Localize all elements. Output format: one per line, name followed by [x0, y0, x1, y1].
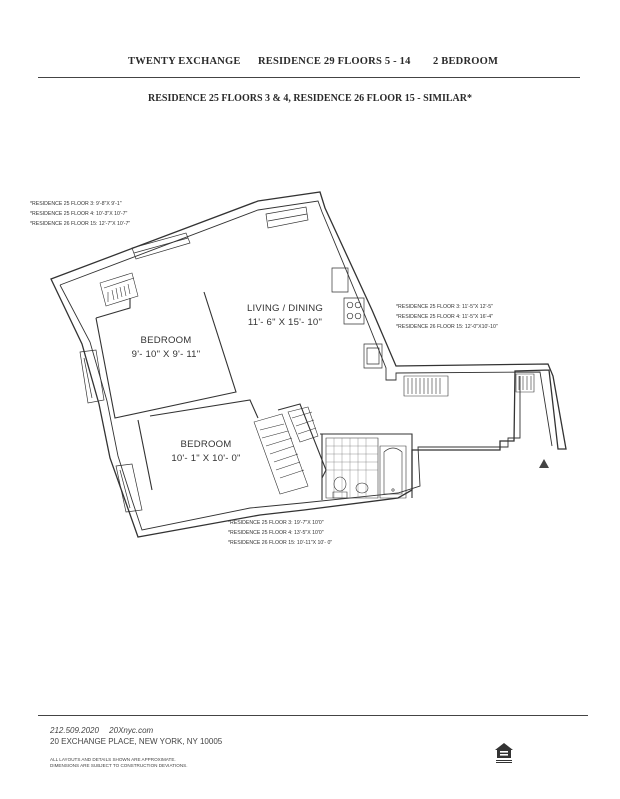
room-dimensions: 10'- 1" X 10'- 0" — [171, 453, 241, 464]
unit-type: 2 BEDROOM — [433, 56, 499, 67]
building-name: TWENTY EXCHANGE — [128, 56, 241, 67]
room-name: BEDROOM — [180, 439, 232, 450]
exterior-walls — [51, 192, 566, 537]
room-dimensions: 11'- 6" X 15'- 10" — [247, 317, 323, 328]
note-line: *RESIDENCE 25 FLOOR 4: 13'-5"X 10'0" — [228, 530, 324, 536]
note-line: *RESIDENCE 25 FLOOR 4: 10'-3"X 10'-7" — [30, 211, 128, 217]
address: 20 EXCHANGE PLACE, NEW YORK, NY 10005 — [50, 737, 223, 746]
room-name: BEDROOM — [140, 335, 192, 346]
note-line: *RESIDENCE 26 FLOOR 15: 12'-0"X10'-10" — [396, 324, 498, 330]
note-line: *RESIDENCE 25 FLOOR 3: 9'-8"X 9'-1" — [30, 201, 122, 207]
note-line: *RESIDENCE 25 FLOOR 4: 11'-5"X 16'-4" — [396, 314, 493, 320]
note-line: *RESIDENCE 25 FLOOR 3: 11'-5"X 12'-5" — [396, 304, 493, 310]
note-line: *RESIDENCE 26 FLOOR 15: 12'-7"X 10'-7" — [30, 221, 131, 227]
phone-number: 212.509.2020 — [50, 726, 99, 735]
note-line: *RESIDENCE 26 FLOOR 15: 10'-11"X 10'- 0" — [228, 540, 333, 546]
north-arrow-icon — [539, 459, 549, 468]
bedroom-1-variation-notes — [30, 199, 130, 229]
footer-divider — [38, 715, 588, 716]
note-line: *RESIDENCE 25 FLOOR 3: 19'-7"X 10'0" — [228, 520, 324, 526]
equal-housing-logo-icon — [494, 742, 514, 764]
disclaimer-line-2: DIMENSIONS ARE SUBJECT TO CONSTRUCTION DEVIATIONS. — [50, 763, 188, 768]
room-dimensions: 9'- 10" X 9'- 11" — [131, 349, 201, 360]
bedroom-2-label — [156, 438, 256, 466]
contact-line — [50, 726, 153, 735]
disclaimer-line-1: ALL LAYOUTS AND DETAILS SHOWN ARE APPROXIMATE. — [50, 757, 176, 762]
website-link[interactable]: 20Xnyc.com — [109, 726, 154, 735]
residence-title: RESIDENCE 29 FLOORS 5 - 14 — [258, 56, 411, 67]
bedroom-1-label — [116, 334, 216, 362]
bedroom-2-variation-notes — [228, 518, 332, 548]
subtitle: RESIDENCE 25 FLOORS 3 & 4, RESIDENCE 26 FLOOR 15 - SIMILAR* — [148, 93, 472, 104]
living-variation-notes — [396, 302, 498, 332]
living-dining-label — [225, 302, 345, 330]
room-name: LIVING / DINING — [246, 303, 324, 314]
bathroom — [326, 438, 406, 498]
